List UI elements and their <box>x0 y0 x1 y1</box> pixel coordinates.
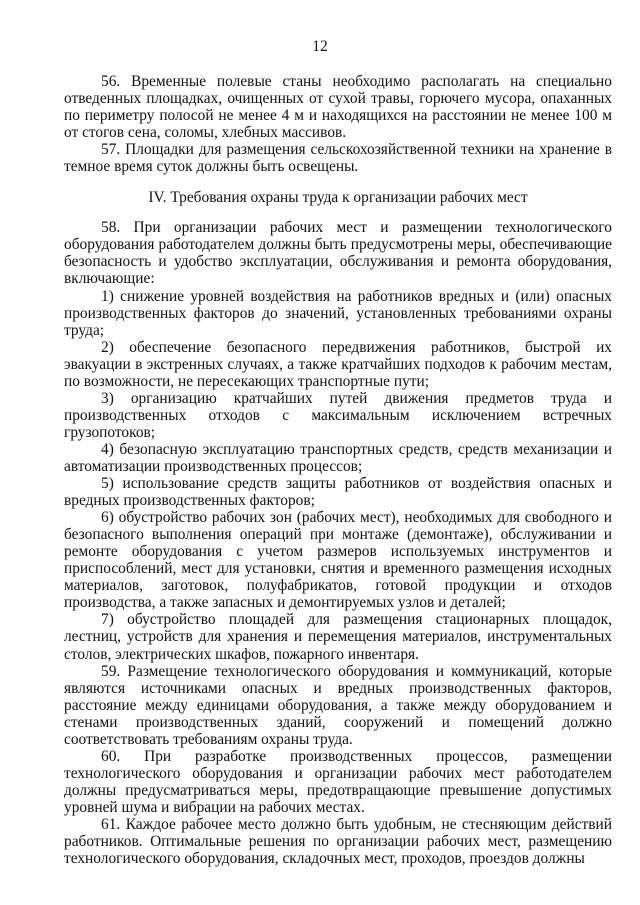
section-heading: IV. Требования охраны труда к организации рабочих мест <box>148 189 528 207</box>
paragraph-56: 56. Временные полевые станы необходимо располагать на специально отведенных площадках, очищенных от сухой травы, горючего мусора, опаханных по периметру полосой не менее 4 м и находящихся на расстоянии не менее 100 м от стогов сена, соломы, хлебных массивов. <box>64 73 612 142</box>
paragraph-59: 59. Размещение технологического оборудования и коммуникаций, которые являются источниками опасных и вредных производственных факторов, расстояние между единицами оборудования, а также между оборудованием и стенами производственных зданий, сооружений и помещений должно соответствовать требованиям охраны труда. <box>64 662 612 748</box>
list-item-1: 1) снижение уровней воздействия на работников вредных и (или) опасных производственных факторов до значений, установленных требованиями охраны труда; <box>64 287 612 339</box>
list-item-4: 4) безопасную эксплуатацию транспортных средств, средств механизации и автоматизации производственных процессов; <box>64 440 612 475</box>
paragraph-60: 60. При разработке производственных процессов, размещении технологического оборудования и организации рабочих мест работодателем должны предусматриваться меры, предотвращающие превышение допустимых уровней шума и вибрации на рабочих местах. <box>64 747 612 816</box>
list-item-3: 3) организацию кратчайших путей движения предметов труда и производственных отходов с максимальным исключением встречных грузопотоков; <box>64 389 612 441</box>
paragraph-58: 58. При организации рабочих мест и размещении технологического оборудования работодателем должны быть предусмотрены меры, обеспечивающие безопасность и удобство эксплуатации, обслуживания и ремонта оборудования, включающие: <box>64 219 612 288</box>
list-item-7: 7) обустройство площадей для размещения стационарных площадок, лестниц, устройств для хранения и перемещения материалов, инструментальных столов, электрических шкафов, пожарного инвентаря. <box>64 611 612 663</box>
paragraph-61: 61. Каждое рабочее место должно быть удобным, не стесняющим действий работников. Оптимальные решения по организации рабочих мест, размещению технологического оборудования, складочных мест, проходов, проездов должны <box>64 815 612 868</box>
list-item-5: 5) использование средств защиты работников от воздействия опасных и вредных производственных факторов; <box>64 475 612 510</box>
paragraph-57: 57. Площадки для размещения сельскохозяйственной техники на хранение в темное время суток должны быть освещены. <box>64 141 612 176</box>
list-item-2: 2) обеспечение безопасного передвижения работников, быстрой их эвакуации в экстренных случаях, а также кратчайших подходов к рабочим местам, по возможности, не пересекающих транспортные пути; <box>64 338 612 390</box>
list-item-6: 6) обустройство рабочих зон (рабочих мест), необходимых для свободного и безопасного выполнения операций при монтаже (демонтаже), обслуживании и ремонте оборудования с учетом размеров используемых инструментов и приспособлений, мест для установки, снятия и временного размещения исходных материалов, заготовок, полуфабрикатов, готовой продукции и отходов производства, а также запасных и демонтируемых узлов и деталей; <box>64 509 612 612</box>
page-number: 12 <box>312 38 328 55</box>
document-body <box>64 73 612 867</box>
